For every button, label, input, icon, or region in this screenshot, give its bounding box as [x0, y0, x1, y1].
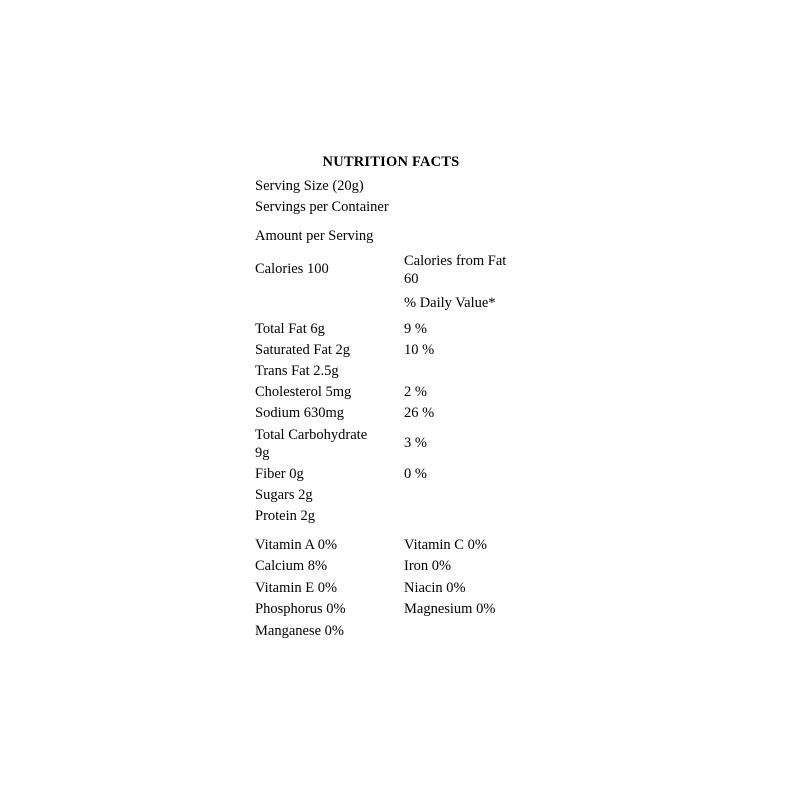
calories: Calories 100: [255, 261, 329, 277]
nutrient-name: Sodium 630mg: [255, 405, 345, 421]
nutrient-daily-value: 9 %: [404, 321, 427, 337]
nutrient-daily-value: 3 %: [404, 435, 427, 451]
nutrient-daily-value: 2 %: [404, 384, 427, 400]
vitamin-item: Vitamin E 0%: [255, 580, 338, 596]
nutrient-name: Total Carbohydrate: [255, 427, 368, 443]
label-title: NUTRITION FACTS: [322, 154, 460, 170]
amount-per-serving: Amount per Serving: [255, 228, 374, 244]
vitamin-item: Iron 0%: [404, 558, 452, 574]
vitamin-item: Magnesium 0%: [404, 601, 496, 617]
nutrient-amount: 9g: [255, 445, 270, 461]
servings-per-container: Servings per Container: [255, 199, 389, 215]
nutrient-daily-value: 0 %: [404, 466, 427, 482]
vitamin-item: Manganese 0%: [255, 623, 344, 639]
nutrient-name: Cholesterol 5mg: [255, 384, 352, 400]
vitamin-item: Niacin 0%: [404, 580, 466, 596]
nutrient-name: Protein 2g: [255, 508, 316, 524]
daily-value-header: % Daily Value*: [404, 295, 496, 311]
nutrient-daily-value: 26 %: [404, 405, 435, 421]
nutrient-name: Saturated Fat 2g: [255, 342, 351, 358]
nutrient-name: Trans Fat 2.5g: [255, 363, 339, 379]
calories-from-fat-label: Calories from Fat: [404, 253, 507, 269]
vitamin-item: Vitamin C 0%: [404, 537, 487, 553]
vitamin-item: Calcium 8%: [255, 558, 328, 574]
serving-size: Serving Size (20g): [255, 178, 364, 194]
nutrient-name: Total Fat 6g: [255, 321, 325, 337]
nutrient-name: Fiber 0g: [255, 466, 304, 482]
vitamin-item: Phosphorus 0%: [255, 601, 346, 617]
calories-from-fat-value: 60: [404, 271, 419, 287]
nutrient-daily-value: 10 %: [404, 342, 435, 358]
vitamin-item: Vitamin A 0%: [255, 537, 338, 553]
nutrient-name: Sugars 2g: [255, 487, 313, 503]
